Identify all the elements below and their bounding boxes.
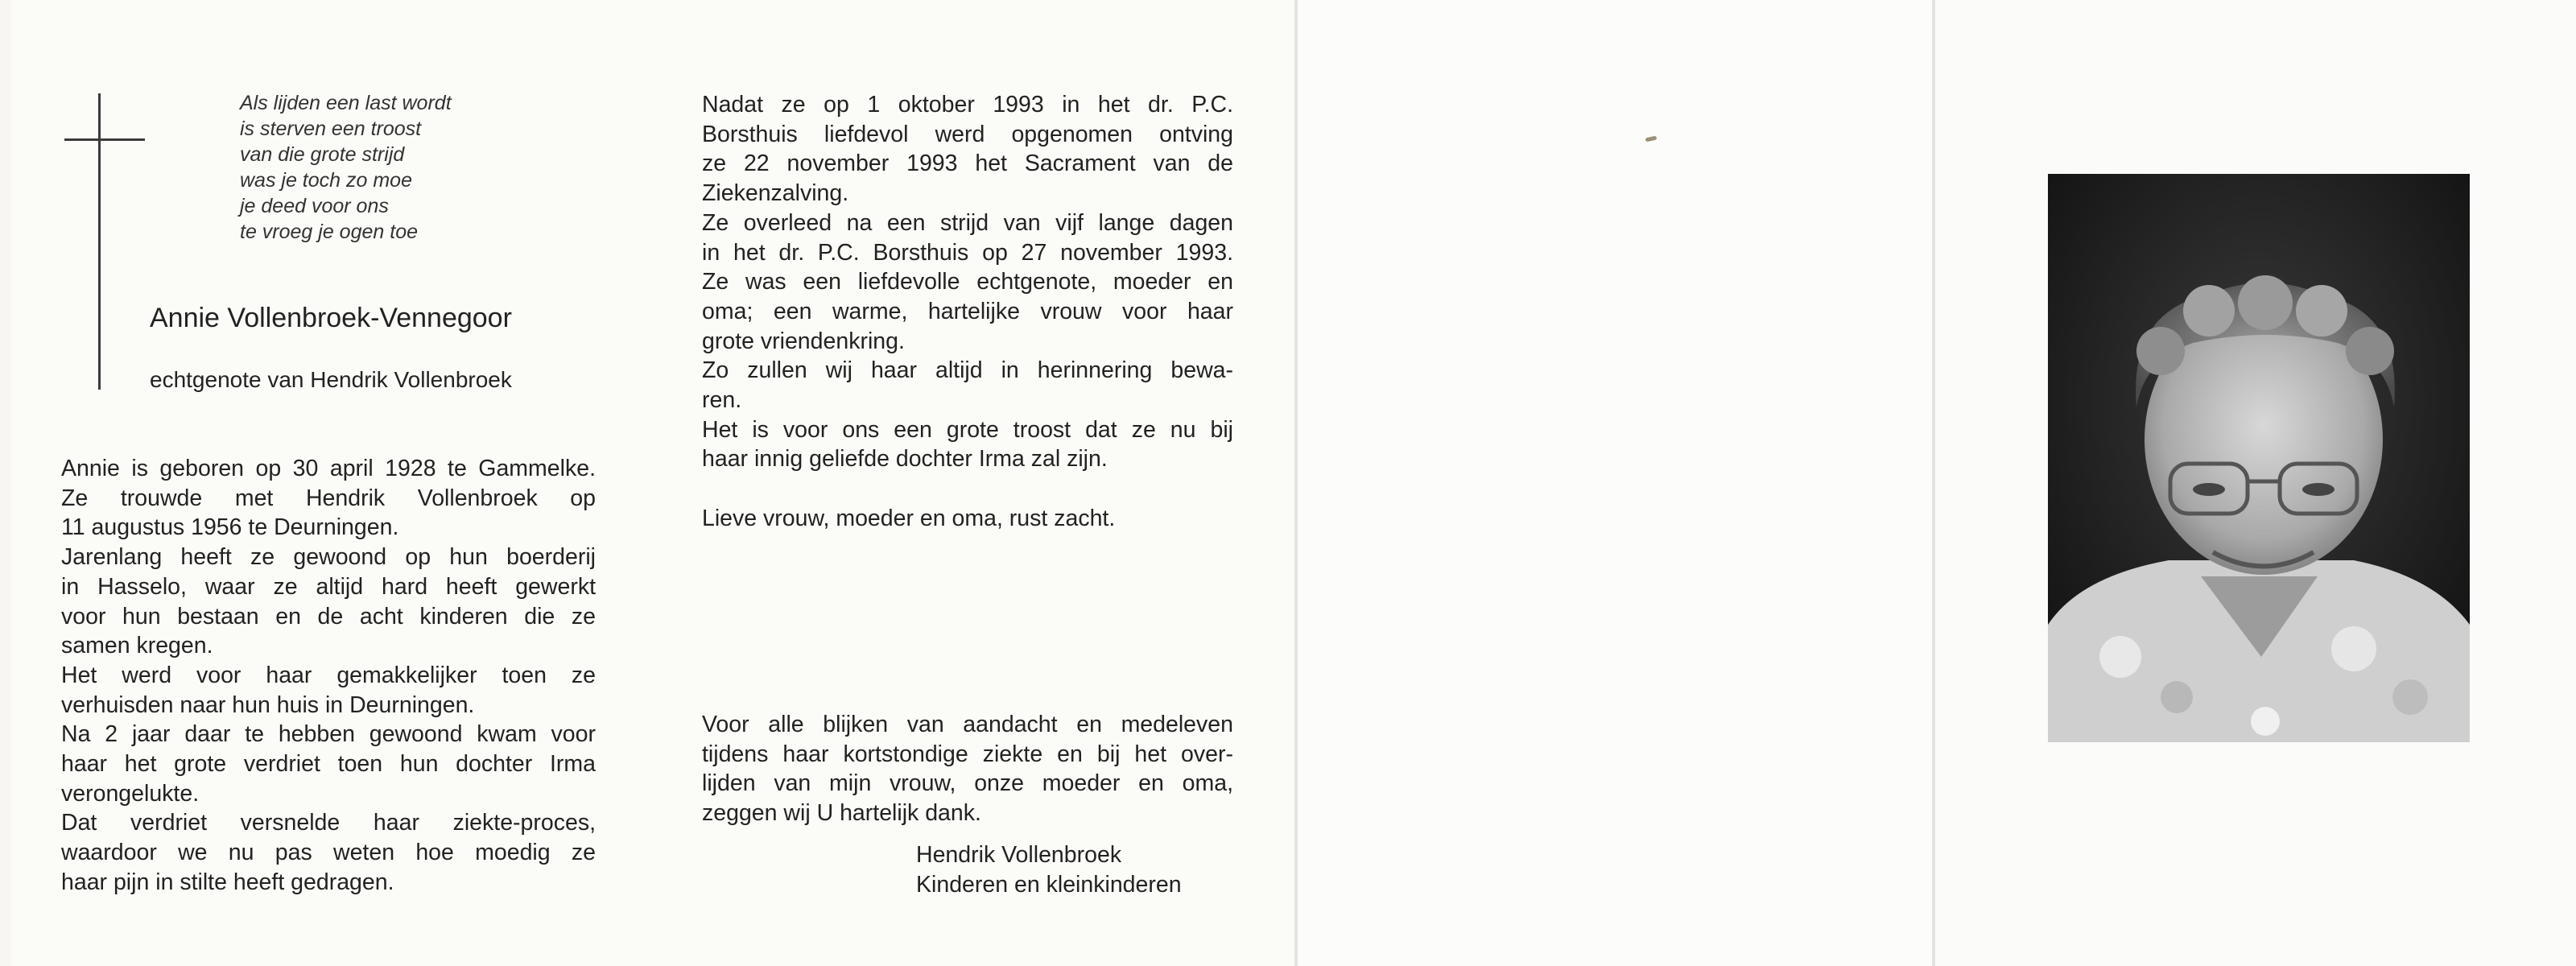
text-line: 11 augustus 1956 te Deurningen.	[61, 514, 399, 541]
text-line: voor hun bestaan en de acht kinderen die ze	[61, 603, 596, 630]
text-line: in het dr. P.C. Borsthuis op 27 november 1993.	[702, 239, 1233, 266]
poem-line: te vroeg je ogen toe	[240, 221, 418, 243]
text-line: Na 2 jaar daar te hebben gewoond kwam voor	[61, 721, 596, 748]
text-line: haar innig geliefde dochter Irma zal zijn.	[702, 446, 1108, 473]
text-line: Zo zullen wij haar altijd in herinnering bewa-	[702, 357, 1233, 384]
text-line: grote vriendenkring.	[702, 328, 905, 354]
thanks-paragraph	[702, 710, 1233, 828]
blank-panel	[1298, 0, 1932, 966]
text-line: haar het grote verdriet toen hun dochter Irma	[61, 751, 596, 778]
text-line: Ziekenzalving.	[702, 180, 849, 207]
final-days-column	[702, 90, 1233, 534]
text-line: in Hasselo, waar ze altijd hard heeft gewerkt	[61, 573, 596, 600]
poem-line: je deed voor ons	[240, 195, 389, 217]
memorial-poem	[240, 90, 452, 245]
text-line: ren.	[702, 387, 742, 414]
poem-line: Als lijden een last wordt	[240, 92, 452, 114]
text-line: Het is voor ons een grote troost dat ze nu bij	[702, 416, 1233, 443]
cross-icon-bar	[64, 138, 145, 141]
text-line: tijdens haar kortstondige ziekte en bij het over-	[702, 741, 1233, 767]
text-line: zeggen wij U hartelijk dank.	[702, 800, 981, 827]
signature	[916, 840, 1182, 900]
biography-column	[61, 454, 596, 898]
text-line: haar pijn in stilte heeft gedragen.	[61, 869, 394, 895]
deceased-name: Annie Vollenbroek-Vennegoor	[150, 303, 512, 333]
text-line: verongelukte.	[61, 780, 200, 807]
portrait-illustration	[2048, 174, 2470, 742]
signature-family: Kinderen en kleinkinderen	[916, 872, 1182, 898]
text-line: verhuisden naar hun huis in Deurningen.	[61, 691, 475, 718]
text-line: oma; een warme, hartelijke vrouw voor haar	[702, 298, 1233, 324]
text-line: ze 22 november 1993 het Sacrament van de	[702, 151, 1233, 177]
poem-line: is sterven een troost	[240, 118, 422, 140]
text-line: lijden van mijn vrouw, onze moeder en oma,	[702, 770, 1233, 797]
text-line: Nadat ze op 1 oktober 1993 in het dr. P.C.	[702, 92, 1233, 118]
text-line: Ze overleed na een strijd van vijf lange dagen	[702, 209, 1233, 236]
text-line: Dat verdriet versnelde haar ziekte-proces,	[61, 810, 596, 836]
signature-name: Hendrik Vollenbroek	[916, 842, 1122, 868]
text-line: Jarenlang heeft ze gewoond op hun boerderij	[61, 544, 596, 571]
text-line: Ze was een liefdevolle echtgenote, moeder en	[702, 269, 1233, 295]
text-line: waardoor we nu pas weten hoe moedig ze	[61, 840, 596, 866]
text-line: Annie is geboren op 30 april 1928 te Gammelke.	[61, 456, 596, 481]
text-line: Ze trouwde met Hendrik Vollenbroek op	[61, 485, 596, 511]
text-line: Het werd voor haar gemakkelijker toen ze	[61, 662, 596, 688]
farewell-line: Lieve vrouw, moeder en oma, rust zacht.	[702, 505, 1116, 531]
poem-line: van die grote strijd	[240, 143, 405, 166]
portrait-photo	[2048, 174, 2470, 742]
text-line: Borsthuis liefdevol werd opgenomen ontving	[702, 121, 1233, 147]
text-line: samen kregen.	[61, 633, 213, 659]
spouse-line: echtgenote van Hendrik Vollenbroek	[150, 367, 512, 392]
text-line: Voor alle blijken van aandacht en medeleven	[702, 712, 1233, 737]
poem-line: was je toch zo moe	[240, 169, 412, 192]
